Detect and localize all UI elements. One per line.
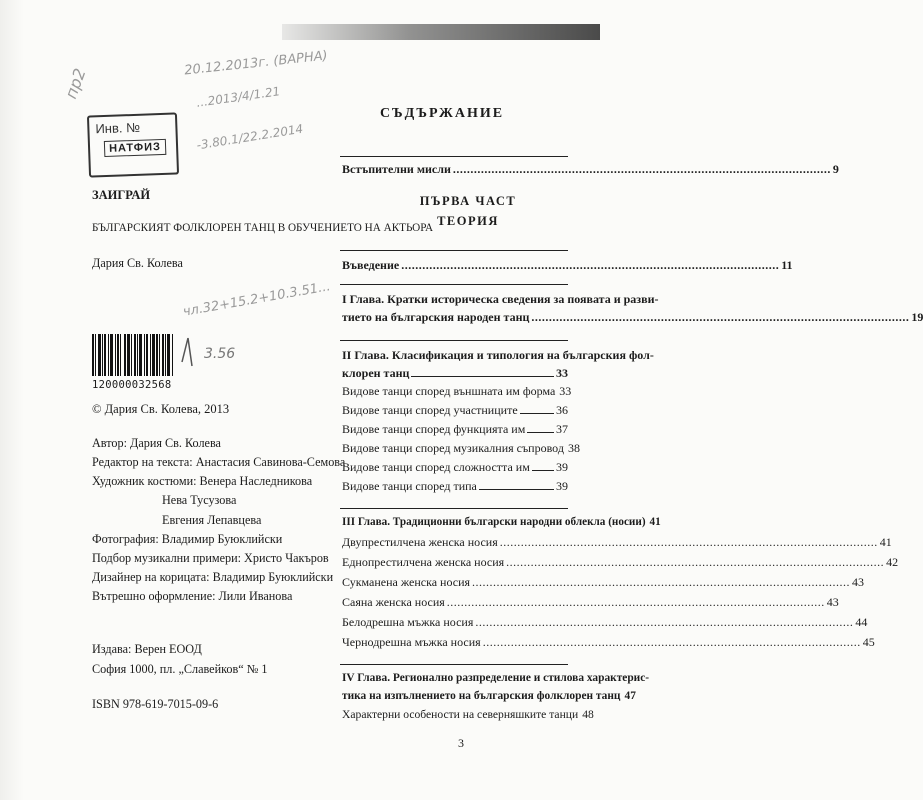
toc-ch2-item[interactable]: [342, 384, 572, 399]
isbn: ISBN 978-619-7015-09-6: [92, 697, 219, 711]
toc-ch4-line2: тика на изпълнението на българския фолклорен танц: [342, 690, 621, 702]
toc-ch4-page: 47: [624, 690, 636, 702]
toc-item-page: 39: [556, 479, 568, 493]
toc-ch2-item[interactable]: [342, 422, 568, 437]
toc-item-page: 44: [855, 615, 868, 629]
barcode-number: 120000032568: [92, 379, 172, 391]
toc-introduction[interactable]: [342, 258, 793, 273]
credit-layout: Вътрешно оформление: Лили Иванова: [92, 589, 293, 603]
toc-item-page: 43: [852, 575, 865, 589]
toc-ch2-item[interactable]: [342, 441, 580, 456]
barcode: [92, 334, 182, 376]
toc-ch1-line2: тието на българския народен танц: [342, 310, 530, 324]
toc-item-title: Характерни особености на северняшките танци: [342, 708, 579, 721]
toc-item-title: Видове танци според външната им форма: [342, 384, 556, 398]
handwritten-mark: [178, 332, 238, 372]
toc-item-title: Видове танци според участниците: [342, 403, 518, 417]
toc-item-title: Видове танци според музикалния съпровод: [342, 441, 564, 455]
toc-item-title: Видове танци според типа: [342, 479, 477, 493]
toc-intro-page: 9: [832, 162, 839, 176]
divider: [340, 284, 568, 285]
toc-item-title: Видове танци според функцията им: [342, 422, 526, 436]
page-number: 3: [458, 736, 464, 750]
toc-item-page: 37: [556, 422, 568, 436]
toc-item-title: Видове танци според сложността им: [342, 460, 530, 474]
toc-ch3-page: 41: [649, 516, 661, 528]
toc-item-title: Белодрешна мъжка носия: [342, 615, 474, 629]
toc-item-page: 33: [559, 384, 572, 398]
book-title: ЗАИГРАЙ: [92, 188, 151, 202]
toc-item-page: 45: [862, 635, 875, 649]
divider: [340, 340, 568, 341]
credit-editor: Редактор на текста: Анастасия Савинова-Семова: [92, 455, 346, 469]
divider: [340, 508, 568, 509]
toc-ch3-item[interactable]: [342, 635, 875, 650]
toc-ch4-item[interactable]: [342, 708, 594, 721]
toc-intro-title: Встъпителни мисли: [342, 162, 451, 176]
divider: [340, 664, 568, 665]
publisher-address: София 1000, пл. „Славейков“ № 1: [92, 662, 268, 676]
toc-ch2-page: 33: [556, 366, 568, 380]
toc-item-title: Сукманена женска носия: [342, 575, 471, 589]
toc-ch4-line1[interactable]: IV Глава. Регионално разпределение и стилова характерис-: [342, 672, 650, 684]
credit-photography: Фотография: Владимир Буюклийски: [92, 532, 283, 546]
toc-ch1[interactable]: [342, 310, 923, 325]
handwritten-note-1: 20.12.2013г. (ВАРНА): [183, 48, 329, 79]
toc-item-page: 43: [826, 595, 839, 609]
toc-ch2-item[interactable]: [342, 403, 568, 418]
part-title: ТЕОРИЯ: [437, 214, 499, 228]
toc-item-page: 38: [567, 441, 580, 455]
credit-author: Автор: Дария Св. Колева: [92, 436, 221, 450]
toc-item-page: 36: [556, 403, 568, 417]
toc-ch3-item[interactable]: [342, 535, 892, 550]
handwritten-note-2: ...2013/4/1.21: [195, 84, 281, 110]
divider: [340, 250, 568, 251]
handwritten-mark-text: 3.56: [204, 346, 236, 362]
library-stamp: [87, 112, 179, 177]
stamp-inventory-label: Инв. №: [95, 119, 141, 137]
book-subtitle: БЪЛГАРСКИЯТ ФОЛКЛОРЕН ТАНЦ В ОБУЧЕНИЕТО НА АКТЬОРА: [92, 222, 434, 234]
publisher-name: Издава: Верен ЕООД: [92, 642, 202, 656]
toc-item-title: Саяна женска носия: [342, 595, 445, 609]
handwritten-note-mid: чл.32+15.2+10.3.51...: [181, 279, 332, 320]
toc-item-page: 39: [556, 460, 568, 474]
toc-ch1-page: 19: [911, 310, 923, 324]
credit-costumes: Художник костюми: Венера Наследникова: [92, 474, 313, 488]
toc-item-title: Чернодрешна мъжка носия: [342, 635, 481, 649]
toc-ch4[interactable]: [342, 690, 636, 702]
stamp-institution: НАТФИЗ: [104, 139, 166, 157]
toc-ch2-item[interactable]: [342, 479, 568, 494]
part-label: ПЪРВА ЧАСТ: [419, 194, 517, 208]
toc-item-title: Еднопрестилчена женска носия: [342, 555, 505, 569]
toc-heading: СЪДЪРЖАНИЕ: [380, 106, 505, 121]
book-author: Дария Св. Колева: [92, 256, 183, 270]
toc-ch3-item[interactable]: [342, 595, 839, 610]
toc-ch2-line1[interactable]: II Глава. Класификация и типология на българския фол-: [342, 348, 654, 362]
toc-ch3[interactable]: [342, 516, 661, 528]
toc-ch3-title: III Глава. Традиционни български народни облекла (носии): [342, 516, 646, 528]
credit-cover-design: Дизайнер на корицата: Владимир Буюклийски: [92, 570, 334, 584]
credit-costumes-3: Евгения Лепавцева: [162, 513, 262, 527]
credit-music: Подбор музикални примери: Христо Чакъров: [92, 551, 329, 565]
toc-introduction-title: Въведение: [342, 258, 400, 272]
copyright: © Дария Св. Колева, 2013: [92, 402, 230, 416]
credit-costumes-2: Нева Тусузова: [162, 493, 237, 507]
handwritten-corner-note: пр2: [61, 65, 90, 102]
toc-intro[interactable]: [342, 162, 839, 177]
toc-ch2[interactable]: [342, 366, 568, 381]
toc-item-page: 42: [886, 555, 899, 569]
toc-ch3-item[interactable]: [342, 555, 899, 570]
toc-ch2-item[interactable]: [342, 460, 568, 475]
divider: [340, 156, 568, 157]
toc-ch3-item[interactable]: [342, 575, 865, 590]
handwritten-note-3: -3.80.1/22.2.2014: [195, 121, 305, 153]
scan-shadow-bar: [282, 24, 600, 40]
toc-item-page: 48: [582, 708, 594, 721]
toc-item-page: 41: [879, 535, 892, 549]
scan-edge: [0, 0, 24, 800]
toc-ch3-item[interactable]: [342, 615, 868, 630]
toc-ch2-line2: клорен танц: [342, 366, 410, 380]
toc-item-title: Двупрестилчена женска носия: [342, 535, 498, 549]
toc-ch1-line1[interactable]: I Глава. Кратки историческа сведения за появата и разви-: [342, 292, 659, 306]
toc-introduction-page: 11: [781, 258, 793, 272]
